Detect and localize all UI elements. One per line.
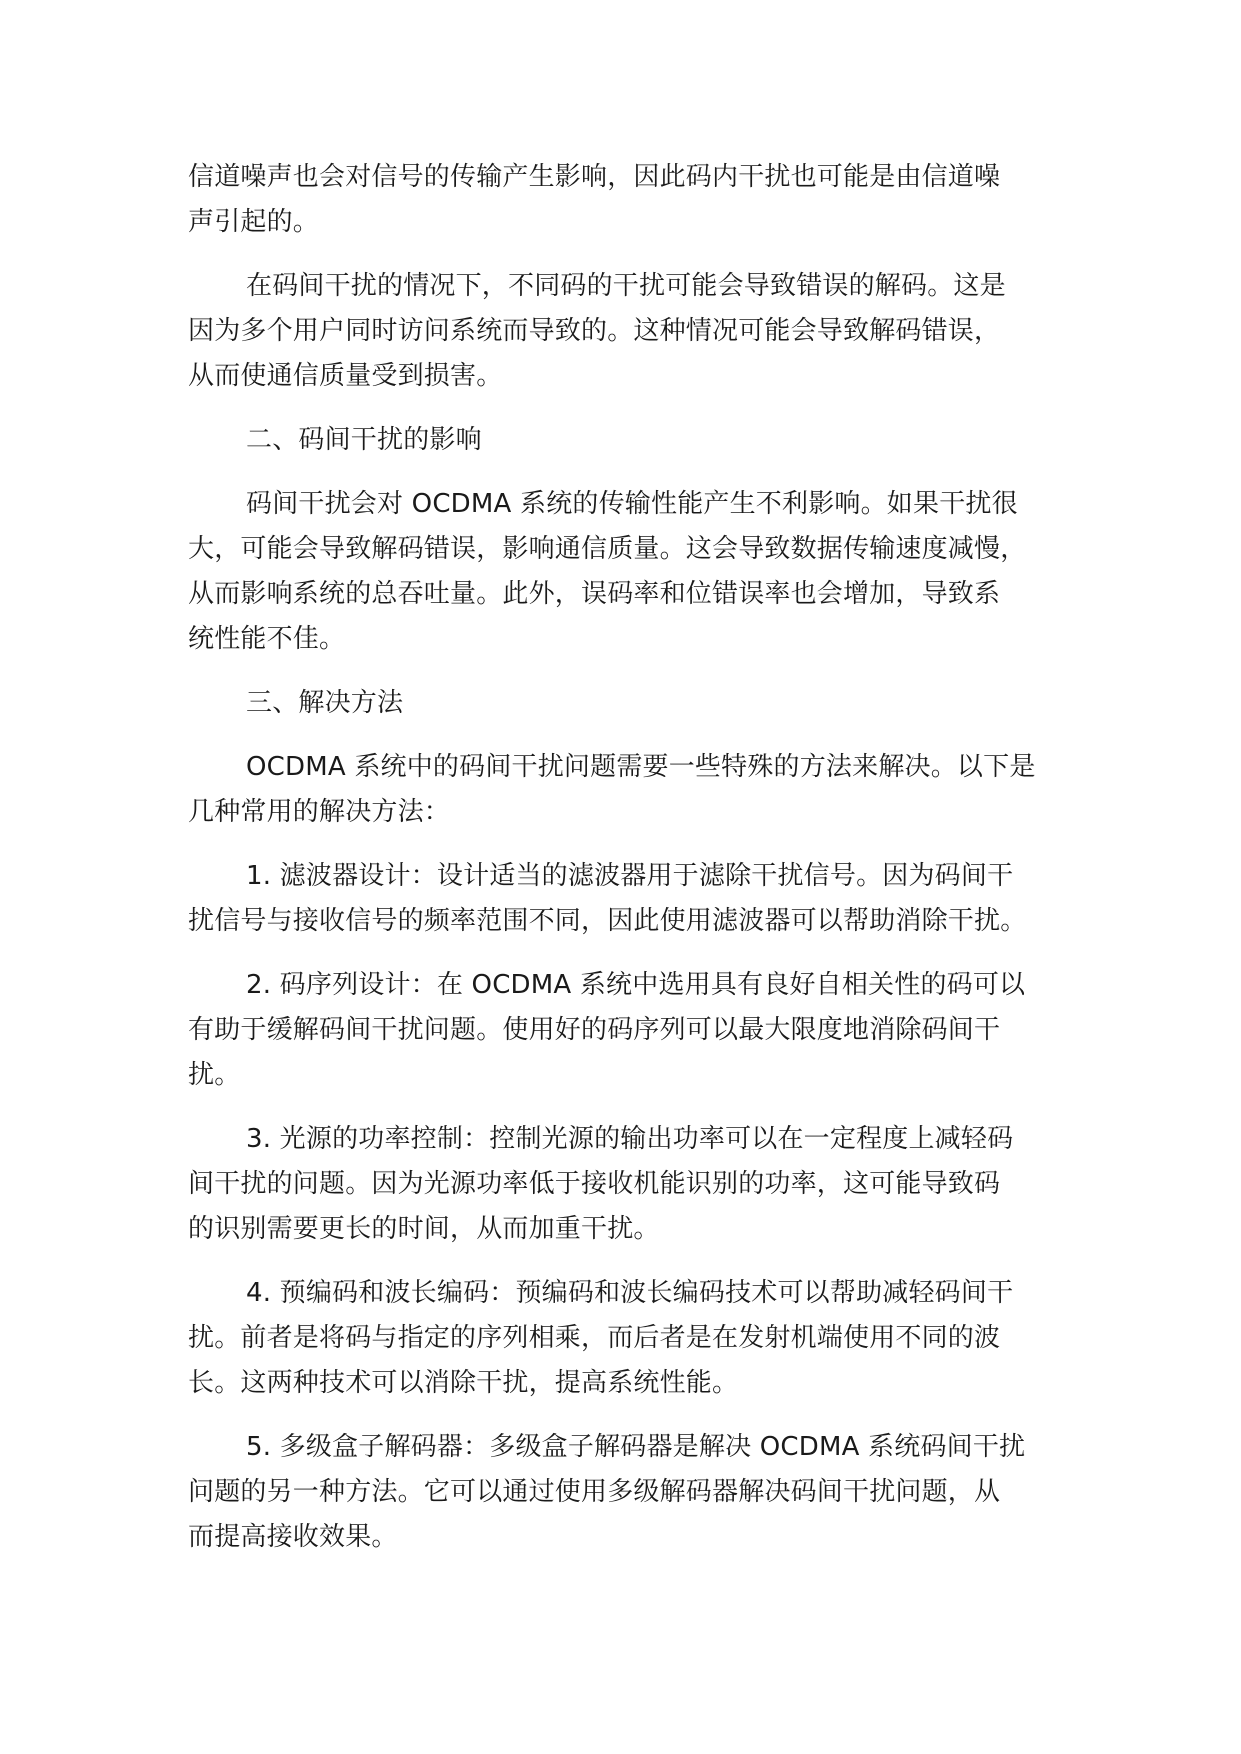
text-line: 信道噪声也会对信号的传输产生影响，因此码内干扰也可能是由信道噪: [188, 162, 1001, 192]
text-line: 3. 光源的功率控制：控制光源的输出功率可以在一定程度上减轻码: [246, 1124, 1014, 1154]
paragraph-noise-continuation: [188, 155, 1088, 245]
paragraph-inter-code-interference: [188, 264, 1088, 399]
paragraph-impact: [188, 482, 1088, 662]
text-line: 在码间干扰的情况下，不同码的干扰可能会导致错误的解码。这是: [246, 271, 1006, 301]
heading-line: 三、解决方法: [246, 688, 404, 718]
text-line: 大，可能会导致解码错误，影响通信质量。这会导致数据传输速度减慢，: [188, 534, 1027, 564]
text-line: 5. 多级盒子解码器：多级盒子解码器是解决 OCDMA 系统码间干扰: [246, 1432, 1026, 1462]
list-item-filter-design: [188, 854, 1088, 944]
text-line: 扰。前者是将码与指定的序列相乘，而后者是在发射机端使用不同的波: [188, 1323, 1001, 1353]
section-heading-solutions: [188, 681, 1088, 726]
text-line: 从而使通信质量受到损害。: [188, 361, 503, 391]
text-line: 从而影响系统的总吞吐量。此外，误码率和位错误率也会增加，导致系: [188, 579, 1001, 609]
text-line: 问题的另一种方法。它可以通过使用多级解码器解决码间干扰问题，从: [188, 1477, 1001, 1507]
section-heading-impact: [188, 418, 1088, 463]
text-line: 有助于缓解码间干扰问题。使用好的码序列可以最大限度地消除码间干: [188, 1015, 1001, 1045]
text-line: 间干扰的问题。因为光源功率低于接收机能识别的功率，这可能导致码: [188, 1169, 1001, 1199]
list-item-multilevel-decoder: [188, 1425, 1088, 1560]
text-line: 因为多个用户同时访问系统而导致的。这种情况可能会导致解码错误，: [188, 316, 1001, 346]
text-line: 码间干扰会对 OCDMA 系统的传输性能产生不利影响。如果干扰很: [246, 489, 1018, 519]
text-line: 统性能不佳。: [188, 624, 346, 654]
heading-line: 二、码间干扰的影响: [246, 425, 482, 455]
list-item-power-control: [188, 1117, 1088, 1252]
paragraph-solutions-intro: [188, 745, 1088, 835]
text-line: 扰信号与接收信号的频率范围不同，因此使用滤波器可以帮助消除干扰。: [188, 906, 1027, 936]
document-body: [188, 155, 1088, 1579]
text-line: 几种常用的解决方法：: [188, 797, 451, 827]
text-line: 4. 预编码和波长编码：预编码和波长编码技术可以帮助减轻码间干: [246, 1278, 1014, 1308]
text-line: 2. 码序列设计：在 OCDMA 系统中选用具有良好自相关性的码可以: [246, 970, 1026, 1000]
text-line: 而提高接收效果。: [188, 1522, 398, 1552]
text-line: 1. 滤波器设计：设计适当的滤波器用于滤除干扰信号。因为码间干: [246, 861, 1014, 891]
list-item-precoding: [188, 1271, 1088, 1406]
text-line: 声引起的。: [188, 207, 320, 237]
list-item-code-sequence-design: [188, 963, 1088, 1098]
text-line: 长。这两种技术可以消除干扰，提高系统性能。: [188, 1368, 739, 1398]
text-line: OCDMA 系统中的码间干扰问题需要一些特殊的方法来解决。以下是: [246, 752, 1036, 782]
text-line: 的识别需要更长的时间，从而加重干扰。: [188, 1214, 660, 1244]
text-line: 扰。: [188, 1060, 241, 1090]
